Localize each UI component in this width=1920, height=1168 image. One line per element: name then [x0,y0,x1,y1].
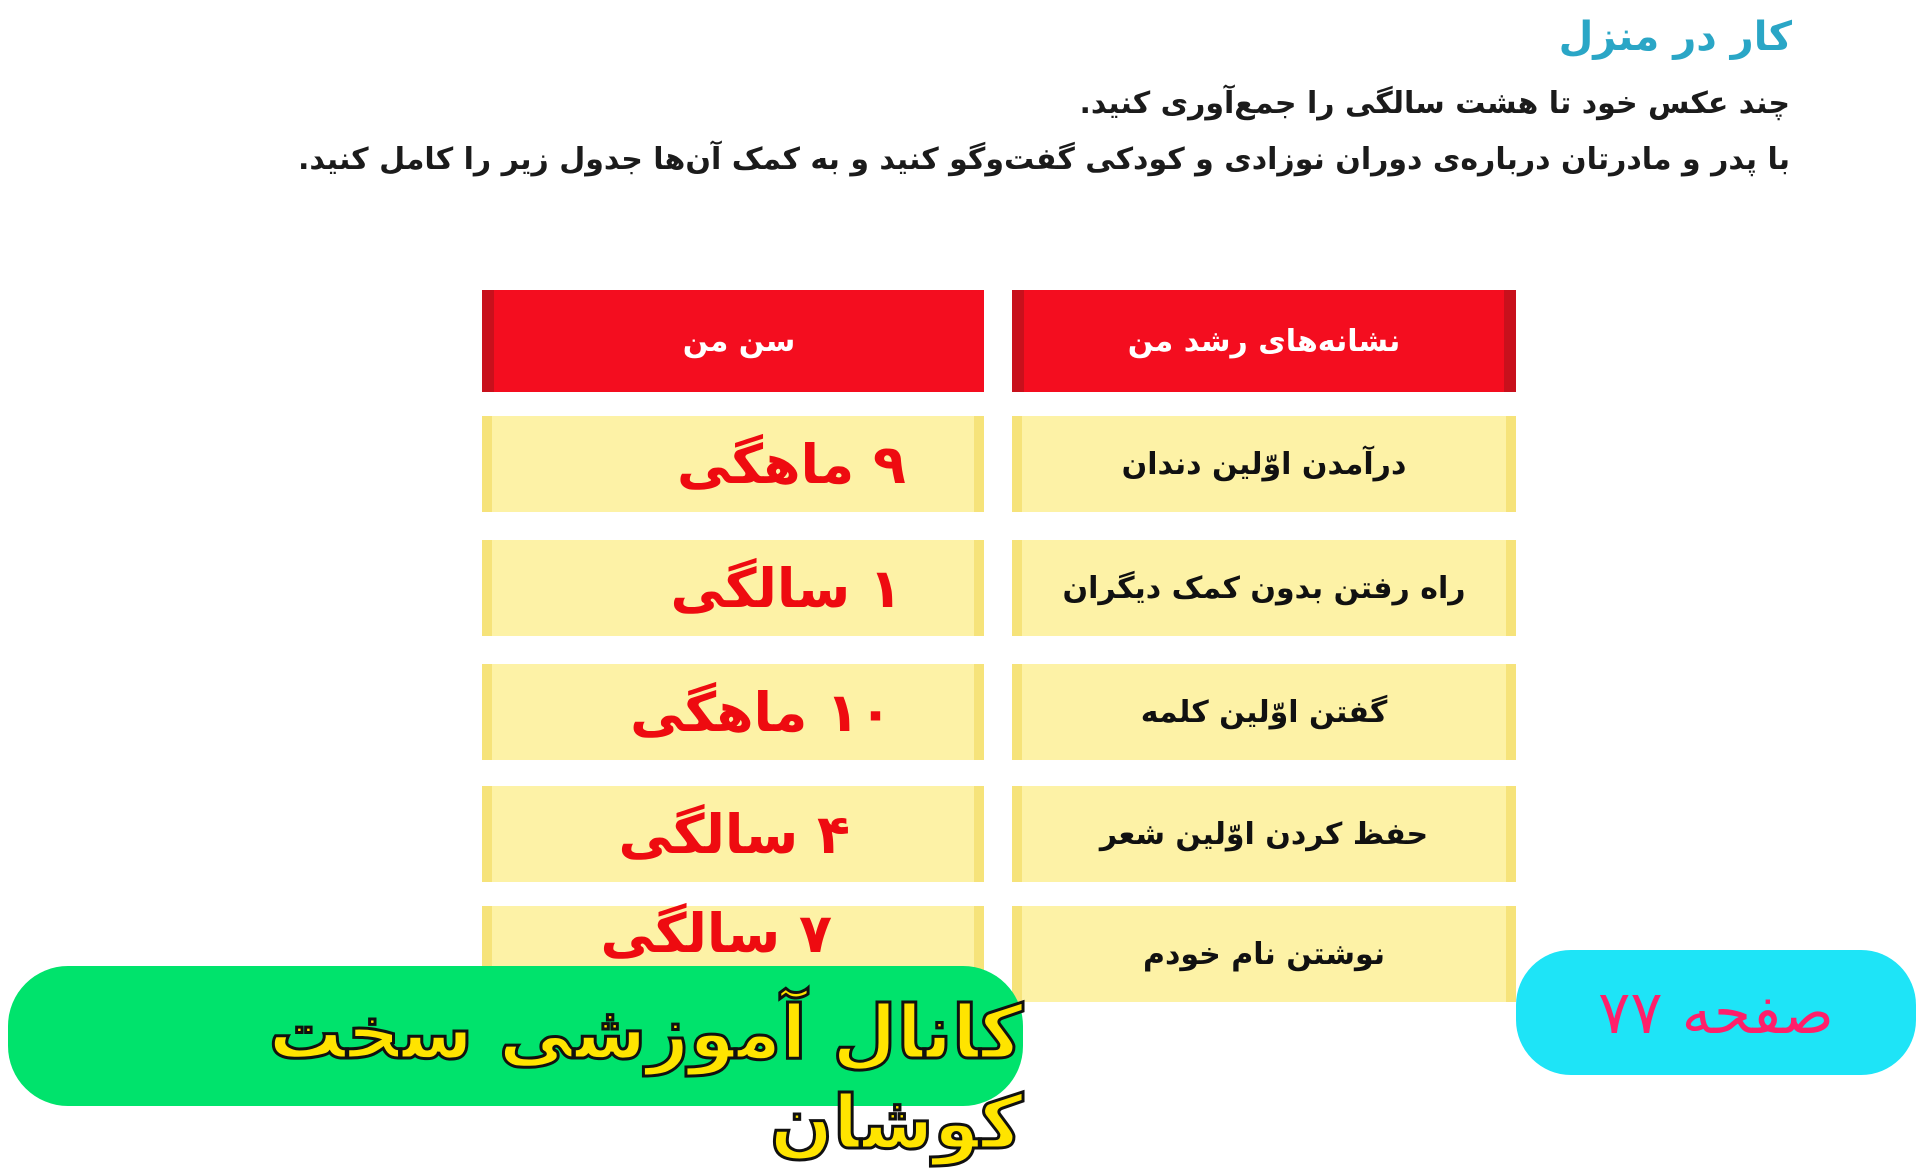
page-number-label: صفحه ۷۷ [1598,977,1834,1048]
age-text: ۱۰ ماهگی [630,680,892,744]
sign-text: درآمدن اوّلین دندان [1121,446,1407,482]
sign-text: گفتن اوّلین کلمه [1140,694,1388,730]
sign-cell [1012,664,1516,760]
sign-cell [1012,416,1516,512]
page-number-badge [1516,950,1916,1075]
sign-cell [1012,906,1516,1002]
instruction-line-2: با پدر و مادرتان درباره‌ی دوران نوزادی و کودکی گفت‌وگو کنید و به کمک آن‌ها جدول زیر را کامل کنید. [297,142,1790,177]
age-cell [482,664,984,760]
section-heading: کار در منزل [1558,14,1792,60]
age-cell [482,786,984,882]
channel-banner [8,966,1023,1166]
instruction-line-1: چند عکس خود تا هشت سالگی را جمع‌آوری کنید. [1079,86,1790,121]
header-signs: نشانه‌های رشد من [1012,290,1516,392]
age-text: ۴ سالگی [618,802,850,866]
sign-cell [1012,786,1516,882]
header-age: سن من [482,290,984,392]
age-cell [482,416,984,512]
age-text: ۹ ماهگی [677,432,906,496]
sign-text: حفظ کردن اوّلین شعر [1099,816,1429,852]
channel-name: کانال آموزشی سخت کوشان [268,990,1023,1166]
age-cell [482,540,984,636]
sign-text: نوشتن نام خودم [1142,936,1386,972]
sign-text: راه رفتن بدون کمک دیگران [1062,570,1466,606]
age-text: ۱ سالگی [670,556,902,620]
age-text: ۷ سالگی [600,902,832,965]
sign-cell [1012,540,1516,636]
